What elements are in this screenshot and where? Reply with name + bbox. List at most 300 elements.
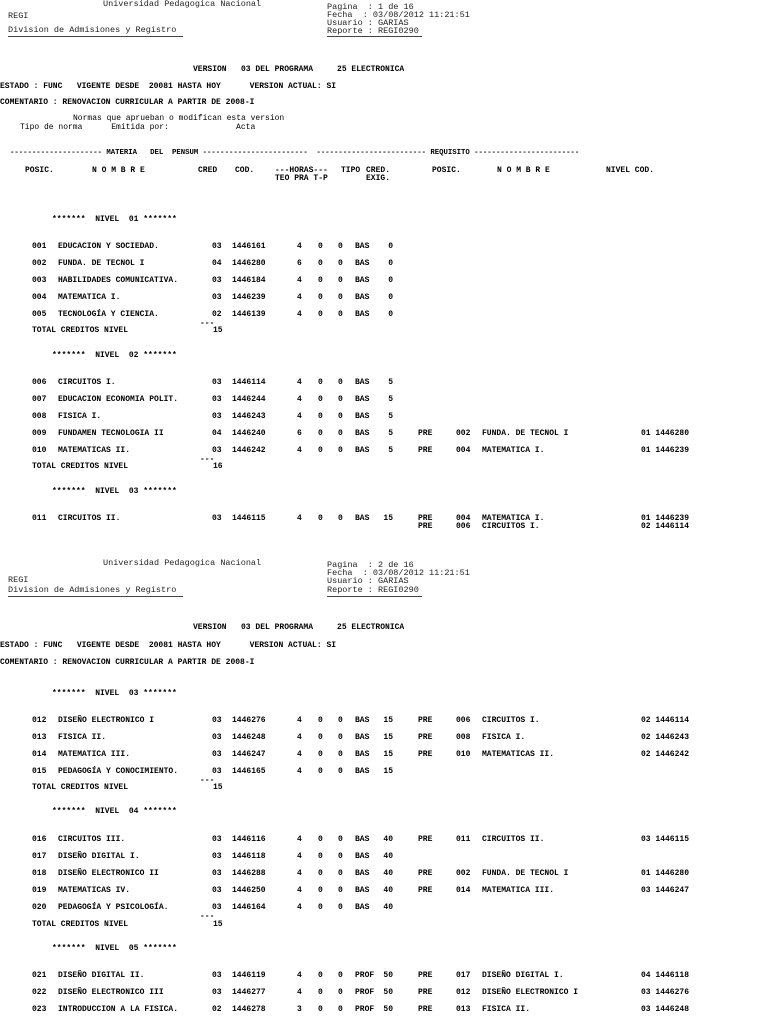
course-cred-exig: 0 bbox=[388, 310, 393, 319]
division-name: Division de Admisiones y Registro bbox=[8, 25, 177, 35]
page-number: Pagina : 2 de 16 bbox=[327, 560, 414, 570]
course-cred: 03 bbox=[212, 446, 222, 455]
course-code: 1446250 bbox=[232, 886, 266, 895]
col-req-posic: POSIC. bbox=[432, 166, 461, 175]
course-cred-exig: 40 bbox=[383, 852, 393, 861]
course-name: FUNDA. DE TECNOL I bbox=[58, 259, 145, 268]
course-code: 1446164 bbox=[232, 903, 266, 912]
course-tipo: BAS bbox=[355, 835, 370, 844]
course-pra: 0 bbox=[318, 276, 323, 285]
course-teo: 4 bbox=[297, 276, 302, 285]
course-posic: 019 bbox=[32, 886, 47, 895]
university-name: Universidad Pedagogica Nacional bbox=[103, 0, 262, 9]
course-pra: 0 bbox=[318, 716, 323, 725]
col-posic: POSIC. bbox=[25, 166, 54, 175]
course-code: 1446288 bbox=[232, 869, 266, 878]
total-dashes: --- bbox=[200, 455, 215, 464]
req-nivel-cod: 01 1446280 bbox=[641, 429, 690, 438]
course-posic: 011 bbox=[32, 514, 47, 523]
comentario-line: COMENTARIO : RENOVACION CURRICULAR A PARTIR DE 2008-I bbox=[0, 98, 255, 107]
course-cred: 03 bbox=[212, 395, 222, 404]
req-nivel-cod: 03 1446248 bbox=[641, 1005, 690, 1014]
nivel-heading: ******* NIVEL 05 ******* bbox=[52, 944, 177, 953]
course-tp: 0 bbox=[338, 750, 343, 759]
course-cred: 03 bbox=[212, 852, 222, 861]
course-teo: 4 bbox=[297, 852, 302, 861]
course-code: 1446139 bbox=[232, 310, 266, 319]
course-cred-exig: 15 bbox=[383, 733, 393, 742]
report-date: Fecha : 03/08/2012 11:21:51 bbox=[327, 568, 470, 578]
req-nivel-cod: 01 1446280 bbox=[641, 869, 690, 878]
total-label: TOTAL CREDITOS NIVEL bbox=[32, 920, 129, 929]
course-pra: 0 bbox=[318, 259, 323, 268]
req-posic: 012 bbox=[456, 988, 471, 997]
course-cred-exig: 50 bbox=[383, 971, 393, 980]
req-type: PRE bbox=[418, 514, 433, 523]
course-name: HABILIDADES COMUNICATIVA. bbox=[58, 276, 179, 285]
course-code: 1446278 bbox=[232, 1005, 266, 1014]
page-number: Pagina : 1 de 16 bbox=[327, 2, 414, 12]
course-pra: 0 bbox=[318, 310, 323, 319]
course-code: 1446115 bbox=[232, 514, 266, 523]
course-posic: 021 bbox=[32, 971, 47, 980]
course-cred: 03 bbox=[212, 412, 222, 421]
course-cred-exig: 5 bbox=[388, 412, 393, 421]
report-date: Fecha : 03/08/2012 11:21:51 bbox=[327, 10, 470, 20]
course-cred-exig: 40 bbox=[383, 835, 393, 844]
course-cred-exig: 50 bbox=[383, 988, 393, 997]
course-cred-exig: 0 bbox=[388, 242, 393, 251]
division-name: Division de Admisiones y Registro bbox=[8, 585, 177, 595]
course-tipo: BAS bbox=[355, 259, 370, 268]
course-tipo: BAS bbox=[355, 716, 370, 725]
nivel-heading: ******* NIVEL 03 ******* bbox=[52, 689, 177, 698]
col-tipo: TIPO bbox=[341, 166, 361, 175]
course-name: CIRCUITOS III. bbox=[58, 835, 126, 844]
course-tp: 0 bbox=[338, 767, 343, 776]
estado-line: ESTADO : FUNC VIGENTE DESDE 20081 HASTA HOY VERSION ACTUAL: SI bbox=[0, 641, 337, 650]
course-name: INTRODUCCION A LA FISICA. bbox=[58, 1005, 179, 1014]
course-tipo: PROF bbox=[355, 1005, 375, 1014]
course-teo: 4 bbox=[297, 886, 302, 895]
req-name: FUNDA. DE TECNOL I bbox=[482, 429, 569, 438]
col-cod: COD. bbox=[235, 166, 255, 175]
course-cred-exig: 5 bbox=[388, 446, 393, 455]
course-cred-exig: 40 bbox=[383, 903, 393, 912]
course-cred-exig: 5 bbox=[388, 395, 393, 404]
course-cred: 03 bbox=[212, 716, 222, 725]
course-cred: 03 bbox=[212, 767, 222, 776]
req-nivel-cod: 02 1446243 bbox=[641, 733, 690, 742]
header-underline-right bbox=[327, 36, 422, 37]
req-name: DISEÑO ELECTRONICO I bbox=[482, 988, 579, 997]
header-underline-left bbox=[8, 36, 183, 37]
course-code: 1446277 bbox=[232, 988, 266, 997]
course-cred: 03 bbox=[212, 242, 222, 251]
course-cred: 03 bbox=[212, 869, 222, 878]
total-value: 15 bbox=[213, 920, 223, 929]
course-tp: 0 bbox=[338, 378, 343, 387]
nivel-heading: ******* NIVEL 04 ******* bbox=[52, 807, 177, 816]
course-name: DISEÑO ELECTRONICO III bbox=[58, 988, 164, 997]
course-cred: 03 bbox=[212, 276, 222, 285]
col-req-nombre: N O M B R E bbox=[497, 166, 550, 175]
estado-line: ESTADO : FUNC VIGENTE DESDE 20081 HASTA HOY VERSION ACTUAL: SI bbox=[0, 82, 337, 91]
req-name: MATEMATICAS II. bbox=[482, 750, 555, 759]
course-code: 1446240 bbox=[232, 429, 266, 438]
col-cred-exig: CRED. bbox=[366, 166, 391, 175]
nivel-heading: ******* NIVEL 03 ******* bbox=[52, 487, 177, 496]
course-cred-exig: 15 bbox=[383, 750, 393, 759]
header-underline-right bbox=[327, 596, 422, 597]
course-tipo: BAS bbox=[355, 412, 370, 421]
req-posic: 010 bbox=[456, 750, 471, 759]
course-name: MATEMATICAS IV. bbox=[58, 886, 131, 895]
col-nivel-cod: NIVEL COD. bbox=[606, 166, 655, 175]
course-cred-exig: 0 bbox=[388, 259, 393, 268]
total-value: 15 bbox=[213, 326, 223, 335]
req-posic: 004 bbox=[456, 446, 471, 455]
course-tp: 0 bbox=[338, 852, 343, 861]
req-name: CIRCUITOS I. bbox=[482, 522, 540, 531]
course-cred: 03 bbox=[212, 378, 222, 387]
course-cred: 02 bbox=[212, 310, 222, 319]
course-pra: 0 bbox=[318, 412, 323, 421]
course-tp: 0 bbox=[338, 988, 343, 997]
course-tp: 0 bbox=[338, 869, 343, 878]
course-teo: 4 bbox=[297, 988, 302, 997]
total-dashes: --- bbox=[200, 776, 215, 785]
req-nivel-cod: 02 1446114 bbox=[641, 522, 690, 531]
university-name: Universidad Pedagogica Nacional bbox=[103, 558, 262, 568]
req-posic: 013 bbox=[456, 1005, 471, 1014]
total-label: TOTAL CREDITOS NIVEL bbox=[32, 462, 129, 471]
course-name: EDUCACION ECONOMIA POLIT. bbox=[58, 395, 179, 404]
col-nombre: N O M B R E bbox=[92, 166, 145, 175]
course-cred-exig: 0 bbox=[388, 276, 393, 285]
req-type: PRE bbox=[418, 971, 433, 980]
req-nivel-cod: 03 1446247 bbox=[641, 886, 690, 895]
course-posic: 017 bbox=[32, 852, 47, 861]
req-posic: 002 bbox=[456, 429, 471, 438]
materia-requisito-line: --------------------- MATERIA DEL PENSUM ------------------------ ------------------------- REQUISITO ------------------------ bbox=[10, 149, 580, 157]
header-underline-left bbox=[8, 596, 183, 597]
course-teo: 6 bbox=[297, 259, 302, 268]
course-cred-exig: 15 bbox=[383, 767, 393, 776]
course-tp: 0 bbox=[338, 429, 343, 438]
course-code: 1446184 bbox=[232, 276, 266, 285]
report-id: Reporte : REGI0290 bbox=[327, 585, 419, 595]
course-cred: 03 bbox=[212, 750, 222, 759]
course-code: 1446280 bbox=[232, 259, 266, 268]
req-nivel-cod: 02 1446114 bbox=[641, 716, 690, 725]
req-type: PRE bbox=[418, 1005, 433, 1014]
version-line: VERSION 03 DEL PROGRAMA 25 ELECTRONICA bbox=[193, 65, 405, 74]
course-teo: 4 bbox=[297, 869, 302, 878]
req-nivel-cod: 01 1446239 bbox=[641, 446, 690, 455]
course-posic: 001 bbox=[32, 242, 47, 251]
course-cred-exig: 50 bbox=[383, 1005, 393, 1014]
course-tipo: BAS bbox=[355, 276, 370, 285]
course-code: 1446239 bbox=[232, 293, 266, 302]
col-horas-sub: TEO PRA T-P bbox=[275, 174, 328, 183]
course-tipo: BAS bbox=[355, 293, 370, 302]
req-posic: 017 bbox=[456, 971, 471, 980]
course-tipo: BAS bbox=[355, 429, 370, 438]
course-pra: 0 bbox=[318, 378, 323, 387]
req-nivel-cod: 03 1446276 bbox=[641, 988, 690, 997]
course-cred-exig: 15 bbox=[383, 514, 393, 523]
req-name: MATEMATICA I. bbox=[482, 514, 545, 523]
course-name: CIRCUITOS II. bbox=[58, 514, 121, 523]
course-tipo: BAS bbox=[355, 869, 370, 878]
course-posic: 006 bbox=[32, 378, 47, 387]
course-cred: 03 bbox=[212, 514, 222, 523]
course-tipo: BAS bbox=[355, 733, 370, 742]
course-name: MATEMATICAS II. bbox=[58, 446, 131, 455]
course-code: 1446248 bbox=[232, 733, 266, 742]
course-pra: 0 bbox=[318, 767, 323, 776]
tipo-norma-line: Tipo de norma Emitida por: Acta bbox=[20, 123, 256, 132]
course-teo: 4 bbox=[297, 395, 302, 404]
course-cred: 04 bbox=[212, 259, 222, 268]
course-cred: 03 bbox=[212, 886, 222, 895]
req-posic: 006 bbox=[456, 522, 471, 531]
course-tp: 0 bbox=[338, 446, 343, 455]
nivel-heading: ******* NIVEL 02 ******* bbox=[52, 351, 177, 360]
course-cred-exig: 5 bbox=[388, 378, 393, 387]
course-teo: 4 bbox=[297, 242, 302, 251]
total-label: TOTAL CREDITOS NIVEL bbox=[32, 783, 129, 792]
req-posic: 011 bbox=[456, 835, 471, 844]
report-user: Usuario : GARIAS bbox=[327, 576, 409, 586]
req-posic: 002 bbox=[456, 869, 471, 878]
course-name: FISICA I. bbox=[58, 412, 102, 421]
course-pra: 0 bbox=[318, 395, 323, 404]
course-pra: 0 bbox=[318, 733, 323, 742]
course-teo: 4 bbox=[297, 903, 302, 912]
req-posic: 014 bbox=[456, 886, 471, 895]
course-tp: 0 bbox=[338, 514, 343, 523]
course-posic: 022 bbox=[32, 988, 47, 997]
req-nivel-cod: 03 1446115 bbox=[641, 835, 690, 844]
req-name: DISEÑO DIGITAL I. bbox=[482, 971, 564, 980]
req-name: MATEMATICA I. bbox=[482, 446, 545, 455]
req-type: PRE bbox=[418, 750, 433, 759]
course-tipo: BAS bbox=[355, 852, 370, 861]
req-type: PRE bbox=[418, 446, 433, 455]
course-cred: 03 bbox=[212, 903, 222, 912]
report-user: Usuario : GARIAS bbox=[327, 18, 409, 28]
col-horas: ---HORAS--- bbox=[275, 166, 328, 175]
req-type: PRE bbox=[418, 835, 433, 844]
course-teo: 4 bbox=[297, 378, 302, 387]
course-tipo: BAS bbox=[355, 446, 370, 455]
course-code: 1446118 bbox=[232, 852, 266, 861]
course-pra: 0 bbox=[318, 852, 323, 861]
course-name: DISEÑO ELECTRONICO I bbox=[58, 716, 155, 725]
req-type: PRE bbox=[418, 869, 433, 878]
course-pra: 0 bbox=[318, 835, 323, 844]
course-tipo: BAS bbox=[355, 903, 370, 912]
course-pra: 0 bbox=[318, 446, 323, 455]
comentario-line: COMENTARIO : RENOVACION CURRICULAR A PARTIR DE 2008-I bbox=[0, 658, 255, 667]
course-name: CIRCUITOS I. bbox=[58, 378, 116, 387]
req-type: PRE bbox=[418, 886, 433, 895]
course-posic: 005 bbox=[32, 310, 47, 319]
course-tp: 0 bbox=[338, 412, 343, 421]
course-pra: 0 bbox=[318, 429, 323, 438]
course-code: 1446116 bbox=[232, 835, 266, 844]
course-pra: 0 bbox=[318, 242, 323, 251]
course-teo: 4 bbox=[297, 446, 302, 455]
req-posic: 006 bbox=[456, 716, 471, 725]
req-name: FUNDA. DE TECNOL I bbox=[482, 869, 569, 878]
version-line: VERSION 03 DEL PROGRAMA 25 ELECTRONICA bbox=[193, 623, 405, 632]
course-code: 1446114 bbox=[232, 378, 266, 387]
course-name: TECNOLOGÍA Y CIENCIA. bbox=[58, 310, 159, 319]
course-tp: 0 bbox=[338, 293, 343, 302]
req-type: PRE bbox=[418, 429, 433, 438]
course-name: DISEÑO DIGITAL I. bbox=[58, 852, 140, 861]
course-tipo: BAS bbox=[355, 378, 370, 387]
course-teo: 4 bbox=[297, 971, 302, 980]
course-tp: 0 bbox=[338, 971, 343, 980]
course-cred: 03 bbox=[212, 971, 222, 980]
course-code: 1446242 bbox=[232, 446, 266, 455]
course-code: 1446243 bbox=[232, 412, 266, 421]
course-teo: 4 bbox=[297, 514, 302, 523]
course-pra: 0 bbox=[318, 988, 323, 997]
req-posic: 008 bbox=[456, 733, 471, 742]
course-cred-exig: 5 bbox=[388, 429, 393, 438]
course-name: EDUCACION Y SOCIEDAD. bbox=[58, 242, 159, 251]
course-cred-exig: 0 bbox=[388, 293, 393, 302]
course-posic: 020 bbox=[32, 903, 47, 912]
course-posic: 010 bbox=[32, 446, 47, 455]
course-cred: 03 bbox=[212, 835, 222, 844]
course-teo: 4 bbox=[297, 835, 302, 844]
course-name: FISICA II. bbox=[58, 733, 107, 742]
course-pra: 0 bbox=[318, 1005, 323, 1014]
req-type: PRE bbox=[418, 716, 433, 725]
course-name: PEDAGOGÍA Y PSICOLOGÍA. bbox=[58, 903, 169, 912]
course-posic: 004 bbox=[32, 293, 47, 302]
course-name: MATEMATICA I. bbox=[58, 293, 121, 302]
report-id: Reporte : REGI0290 bbox=[327, 26, 419, 36]
req-nivel-cod: 01 1446239 bbox=[641, 514, 690, 523]
course-teo: 4 bbox=[297, 293, 302, 302]
course-posic: 014 bbox=[32, 750, 47, 759]
total-dashes: --- bbox=[200, 319, 215, 328]
course-tipo: BAS bbox=[355, 395, 370, 404]
course-code: 1446276 bbox=[232, 716, 266, 725]
course-posic: 015 bbox=[32, 767, 47, 776]
course-tp: 0 bbox=[338, 242, 343, 251]
course-name: DISEÑO ELECTRONICO II bbox=[58, 869, 159, 878]
course-pra: 0 bbox=[318, 750, 323, 759]
course-code: 1446244 bbox=[232, 395, 266, 404]
course-teo: 4 bbox=[297, 310, 302, 319]
course-tp: 0 bbox=[338, 310, 343, 319]
course-cred-exig: 15 bbox=[383, 716, 393, 725]
req-nivel-cod: 02 1446242 bbox=[641, 750, 690, 759]
course-pra: 0 bbox=[318, 971, 323, 980]
course-pra: 0 bbox=[318, 293, 323, 302]
course-name: DISEÑO DIGITAL II. bbox=[58, 971, 145, 980]
col-cred-exig2: EXIG. bbox=[366, 174, 391, 183]
course-tp: 0 bbox=[338, 1005, 343, 1014]
total-label: TOTAL CREDITOS NIVEL bbox=[32, 326, 129, 335]
course-tipo: BAS bbox=[355, 310, 370, 319]
course-teo: 6 bbox=[297, 429, 302, 438]
course-posic: 013 bbox=[32, 733, 47, 742]
course-tp: 0 bbox=[338, 886, 343, 895]
course-teo: 4 bbox=[297, 767, 302, 776]
course-tp: 0 bbox=[338, 716, 343, 725]
nivel-heading: ******* NIVEL 01 ******* bbox=[52, 215, 177, 224]
regi-label: REGI bbox=[8, 11, 29, 21]
normas-line: Normas que aprueban o modifican esta version bbox=[73, 114, 285, 123]
course-tp: 0 bbox=[338, 395, 343, 404]
req-posic: 004 bbox=[456, 514, 471, 523]
course-tipo: BAS bbox=[355, 242, 370, 251]
course-teo: 4 bbox=[297, 716, 302, 725]
course-posic: 007 bbox=[32, 395, 47, 404]
course-tp: 0 bbox=[338, 835, 343, 844]
course-teo: 3 bbox=[297, 1005, 302, 1014]
course-pra: 0 bbox=[318, 886, 323, 895]
course-pra: 0 bbox=[318, 869, 323, 878]
course-name: MATEMATICA III. bbox=[58, 750, 131, 759]
course-tp: 0 bbox=[338, 733, 343, 742]
course-cred-exig: 40 bbox=[383, 869, 393, 878]
course-cred: 04 bbox=[212, 429, 222, 438]
course-cred: 02 bbox=[212, 1005, 222, 1014]
course-posic: 008 bbox=[32, 412, 47, 421]
course-posic: 003 bbox=[32, 276, 47, 285]
course-tipo: BAS bbox=[355, 750, 370, 759]
course-teo: 4 bbox=[297, 750, 302, 759]
course-tp: 0 bbox=[338, 903, 343, 912]
course-teo: 4 bbox=[297, 733, 302, 742]
course-name: FUNDAMEN TECNOLOGIA II bbox=[58, 429, 164, 438]
total-dashes: --- bbox=[200, 912, 215, 921]
course-cred-exig: 40 bbox=[383, 886, 393, 895]
total-value: 16 bbox=[213, 462, 223, 471]
course-tipo: BAS bbox=[355, 886, 370, 895]
req-name: CIRCUITOS I. bbox=[482, 716, 540, 725]
course-pra: 0 bbox=[318, 903, 323, 912]
course-teo: 4 bbox=[297, 412, 302, 421]
course-name: PEDAGOGÍA Y CONOCIMIENTO. bbox=[58, 767, 179, 776]
req-name: MATEMATICA III. bbox=[482, 886, 555, 895]
course-pra: 0 bbox=[318, 514, 323, 523]
total-value: 15 bbox=[213, 783, 223, 792]
col-cred: CRED bbox=[198, 166, 218, 175]
course-posic: 018 bbox=[32, 869, 47, 878]
course-cred: 03 bbox=[212, 733, 222, 742]
course-posic: 023 bbox=[32, 1005, 47, 1014]
course-code: 1446119 bbox=[232, 971, 266, 980]
course-posic: 012 bbox=[32, 716, 47, 725]
course-posic: 016 bbox=[32, 835, 47, 844]
course-cred: 03 bbox=[212, 988, 222, 997]
course-tipo: PROF bbox=[355, 971, 375, 980]
req-type: PRE bbox=[418, 522, 433, 531]
course-tipo: BAS bbox=[355, 767, 370, 776]
req-nivel-cod: 04 1446118 bbox=[641, 971, 690, 980]
